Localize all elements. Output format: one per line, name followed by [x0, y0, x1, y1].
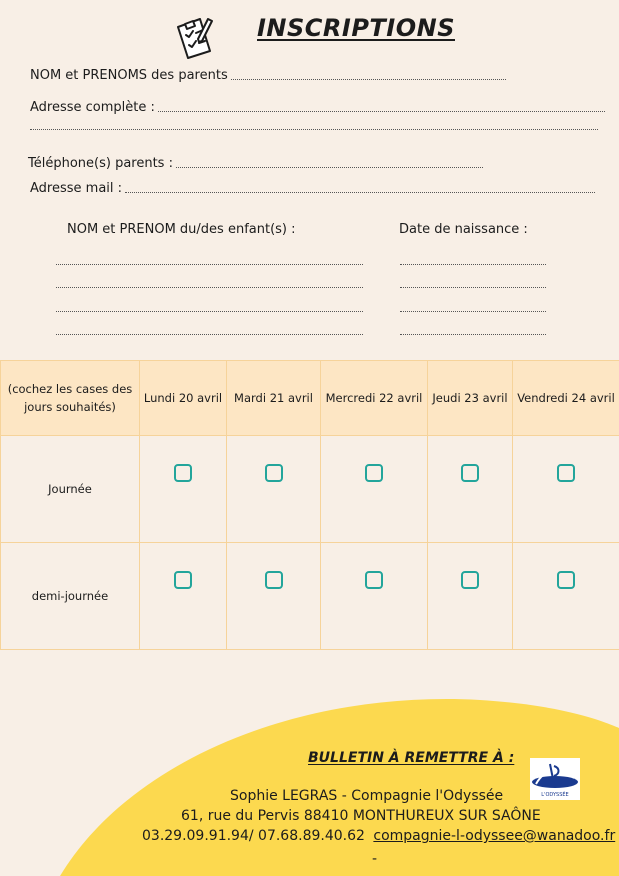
cell [321, 436, 428, 543]
odyssee-logo-icon [530, 758, 580, 792]
contact-phones-email [142, 828, 615, 844]
checkbox[interactable] [461, 571, 479, 589]
row-label-journee: Journée [1, 436, 140, 543]
birth-date-line[interactable] [400, 264, 546, 265]
child-name-line[interactable] [56, 287, 363, 288]
logo-caption: L'ODYSSÉE [541, 792, 569, 798]
address-field[interactable] [30, 100, 605, 115]
birth-date-line[interactable] [400, 334, 546, 335]
checkbox[interactable] [265, 571, 283, 589]
cell [428, 436, 513, 543]
day-header: Mercredi 22 avril [321, 361, 428, 436]
parents-name-label: NOM et PRENOMS des parents [30, 68, 228, 83]
parents-name-field[interactable] [30, 68, 506, 83]
checkbox[interactable] [265, 464, 283, 482]
schedule-header-row [1, 361, 619, 436]
phone-label: Téléphone(s) parents : [28, 156, 173, 171]
cell [513, 436, 619, 543]
clipboard-icon [174, 15, 216, 59]
child-name-line[interactable] [56, 264, 363, 265]
contact-address: 61, rue du Pervis 88410 MONTHUREUX SUR SAÔNE [181, 808, 541, 824]
table-row [1, 543, 619, 650]
email-label: Adresse mail : [30, 181, 123, 196]
table-row [1, 436, 619, 543]
day-header: Jeudi 23 avril [428, 361, 513, 436]
cell [140, 543, 227, 650]
checkbox[interactable] [557, 571, 575, 589]
footer-heading: BULLETIN À REMETTRE À : [308, 750, 515, 766]
email-line[interactable] [125, 191, 595, 193]
contact-phones: 03.29.09.91.94/ 07.68.89.40.62 [142, 828, 365, 844]
schedule-corner-label: (cochez les cases des jours souhaités) [1, 361, 140, 436]
row-label-demi-journee: demi-journée [1, 543, 140, 650]
birth-date-line[interactable] [400, 311, 546, 312]
cell [227, 436, 321, 543]
day-header: Vendredi 24 avril [513, 361, 619, 436]
children-name-label: NOM et PRENOM du/des enfant(s) : [67, 222, 296, 237]
birth-date-line[interactable] [400, 287, 546, 288]
parents-name-line[interactable] [231, 78, 506, 80]
cell [140, 436, 227, 543]
contact-email-link[interactable]: compagnie-l-odyssee@wanadoo.fr [373, 828, 616, 844]
contact-name: Sophie LEGRAS - Compagnie l'Odyssée [230, 788, 504, 804]
address-line[interactable] [158, 110, 605, 112]
day-header: Lundi 20 avril [140, 361, 227, 436]
child-name-line[interactable] [56, 334, 363, 335]
footer-dash: - [372, 851, 378, 867]
email-field[interactable] [30, 181, 595, 196]
checkbox[interactable] [461, 464, 479, 482]
phone-line[interactable] [176, 166, 483, 168]
cell [321, 543, 428, 650]
checkbox[interactable] [557, 464, 575, 482]
schedule-table [0, 360, 619, 650]
cell [428, 543, 513, 650]
day-header: Mardi 21 avril [227, 361, 321, 436]
cell [227, 543, 321, 650]
child-name-line[interactable] [56, 311, 363, 312]
cell [513, 543, 619, 650]
checkbox[interactable] [174, 464, 192, 482]
birth-date-label: Date de naissance : [399, 222, 528, 237]
page-title: INSCRIPTIONS [257, 14, 455, 42]
address-label: Adresse complète : [30, 100, 155, 115]
phone-field[interactable] [28, 156, 483, 171]
checkbox[interactable] [174, 571, 192, 589]
checkbox[interactable] [365, 571, 383, 589]
checkbox[interactable] [365, 464, 383, 482]
address-line-2[interactable] [30, 129, 598, 130]
